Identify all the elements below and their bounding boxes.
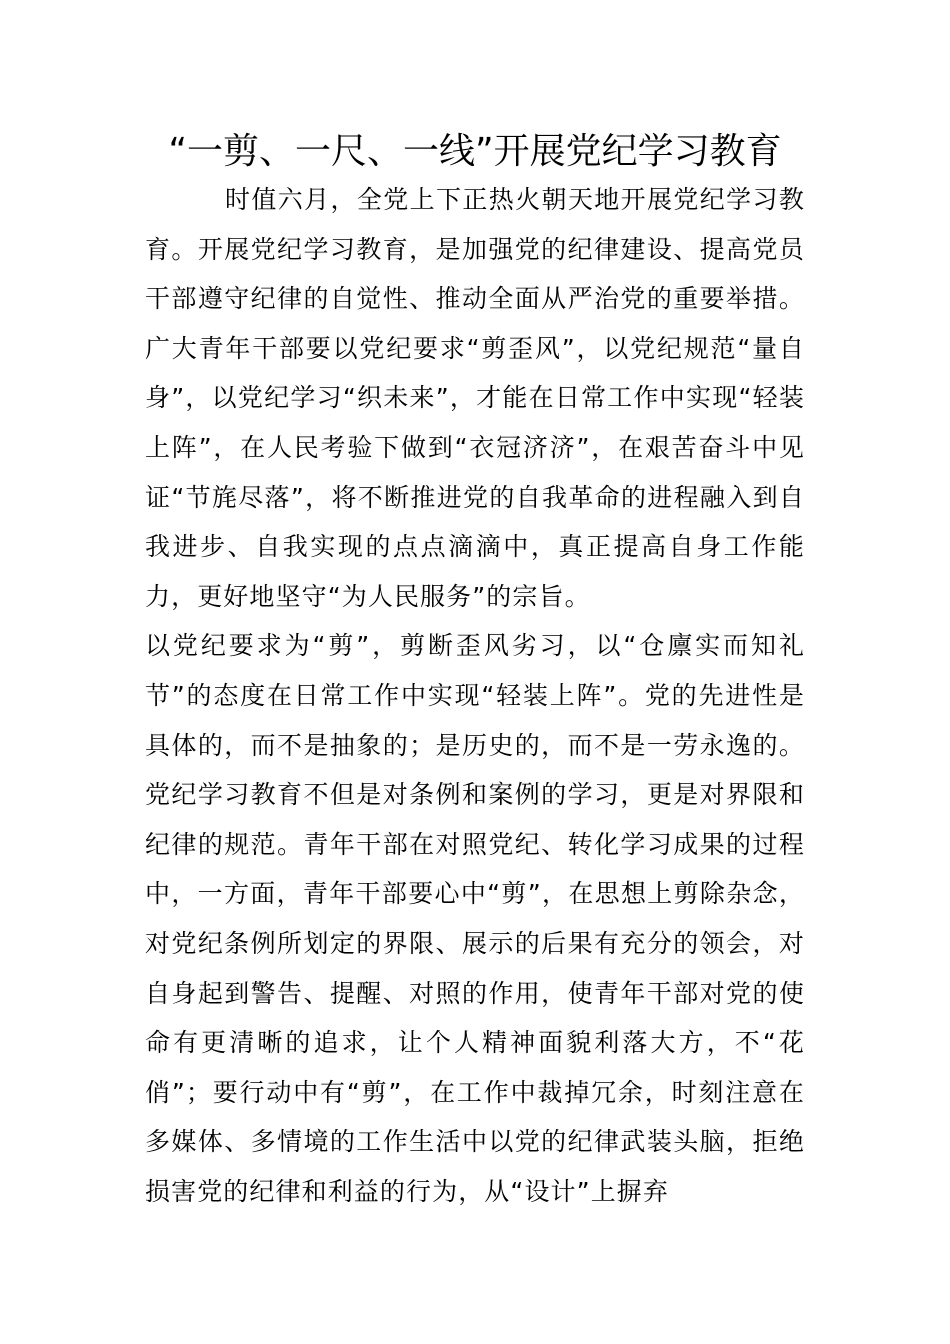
paragraph-2: 以党纪要求为“剪”，剪断歪风劣习，以“仓廪实而知礼节”的态度在日常工作中实现“轻装上阵”。党的先进性是具体的，而不是抽象的；是历史的，而不是一劳永逸的。党纪学习教育不但是对条例和案例的学习，更是对界限和纪律的规范。青年干部在对照党纪、转化学习成果的过程中，一方面，青年干部要心中“剪”，在思想上剪除杂念，对党纪条例所划定的界限、展示的后果有充分的领会，对自身起到警告、提醒、对照的作用，使青年干部对党的使命有更清晰的追求，让个人精神面貌利落大方，不“花俏”；要行动中有“剪”，在工作中裁掉冗余，时刻注意在多媒体、多情境的工作生活中以党的纪律武装头脑，拒绝损害党的纪律和利益的行为，从“设计”上摒弃 bbox=[145, 631, 805, 1206]
document-title: “一剪、一尺、一线”开展党纪学习教育 bbox=[168, 131, 782, 172]
document-body bbox=[145, 175, 805, 1216]
paragraph-1: 时值六月，全党上下正热火朝天地开展党纪学习教育。开展党纪学习教育，是加强党的纪律建设、提高党员干部遵守纪律的自觉性、推动全面从严治党的重要举措。广大青年干部要以党纪要求“剪歪风”，以党纪规范“量自身”，以党纪学习“织未来”，才能在日常工作中实现“轻装上阵”，在人民考验下做到“衣冠济济”，在艰苦奋斗中见证“节旄尽落”，将不断推进党的自我革命的进程融入到自我进步、自我实现的点点滴滴中，真正提高自身工作能力，更好地坚守“为人民服务”的宗旨。 bbox=[145, 185, 805, 611]
